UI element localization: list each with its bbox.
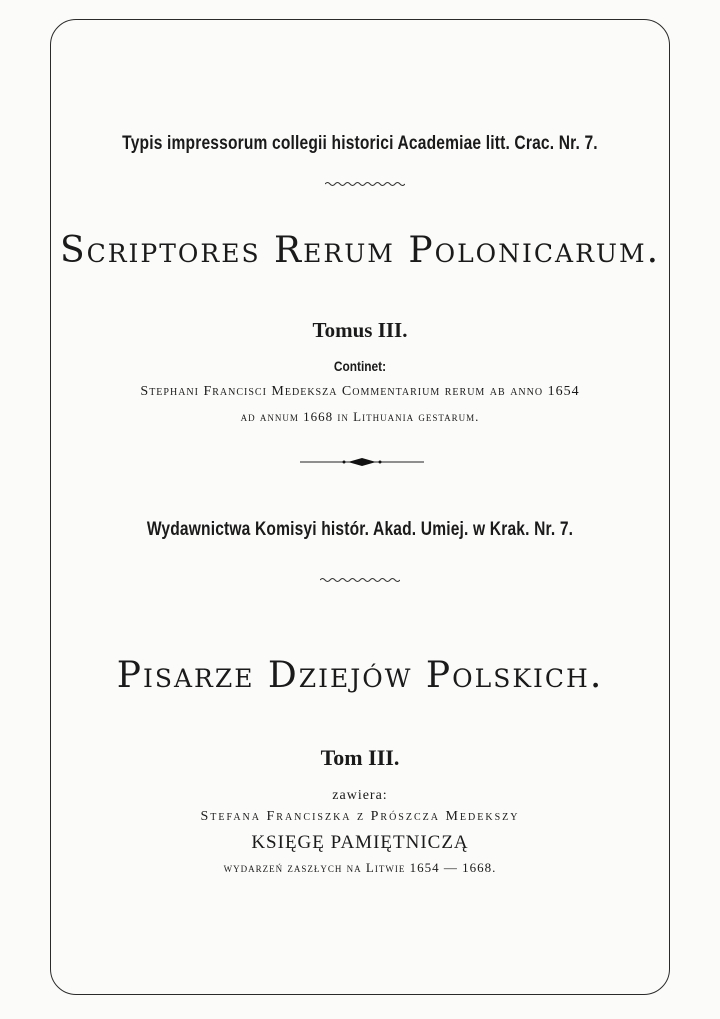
latin-title: Scriptores Rerum Polonicarum. [59, 230, 661, 271]
polish-contents-line3: wydarzeń zaszłych na Litwie 1654 — 1668. [223, 860, 497, 875]
polish-title: Pisarze Dziejów Polskich. [116, 655, 604, 696]
ornament-squiggle-top [325, 180, 405, 188]
ornament-squiggle-middle [320, 576, 400, 584]
latin-contents-label: Continet: [333, 358, 387, 374]
latin-contents-line2: ad annum 1668 in Lithuania gestarum. [240, 409, 480, 424]
polish-series: Wydawnictwa Komisyi histór. Akad. Umiej. w Krak. Nr. 7. [146, 519, 574, 540]
latin-volume: Tomus III. [312, 318, 408, 342]
polish-volume: Tom III. [320, 745, 400, 770]
polish-contents-line2: KSIĘGĘ PAMIĘTNICZĄ [251, 832, 469, 853]
latin-contents-line1: Stephani Francisci Medeksza Commentarium rerum ab anno 1654 [140, 384, 580, 399]
polish-contents-label: zawiera: [332, 788, 388, 803]
polish-contents-line1: Stefana Franciszka z Prószcza Medekszy [200, 809, 520, 824]
imprint-header: Typis impressorum collegii historici Academiae litt. Crac. Nr. 7. [122, 133, 598, 154]
ornament-divider [300, 456, 424, 468]
